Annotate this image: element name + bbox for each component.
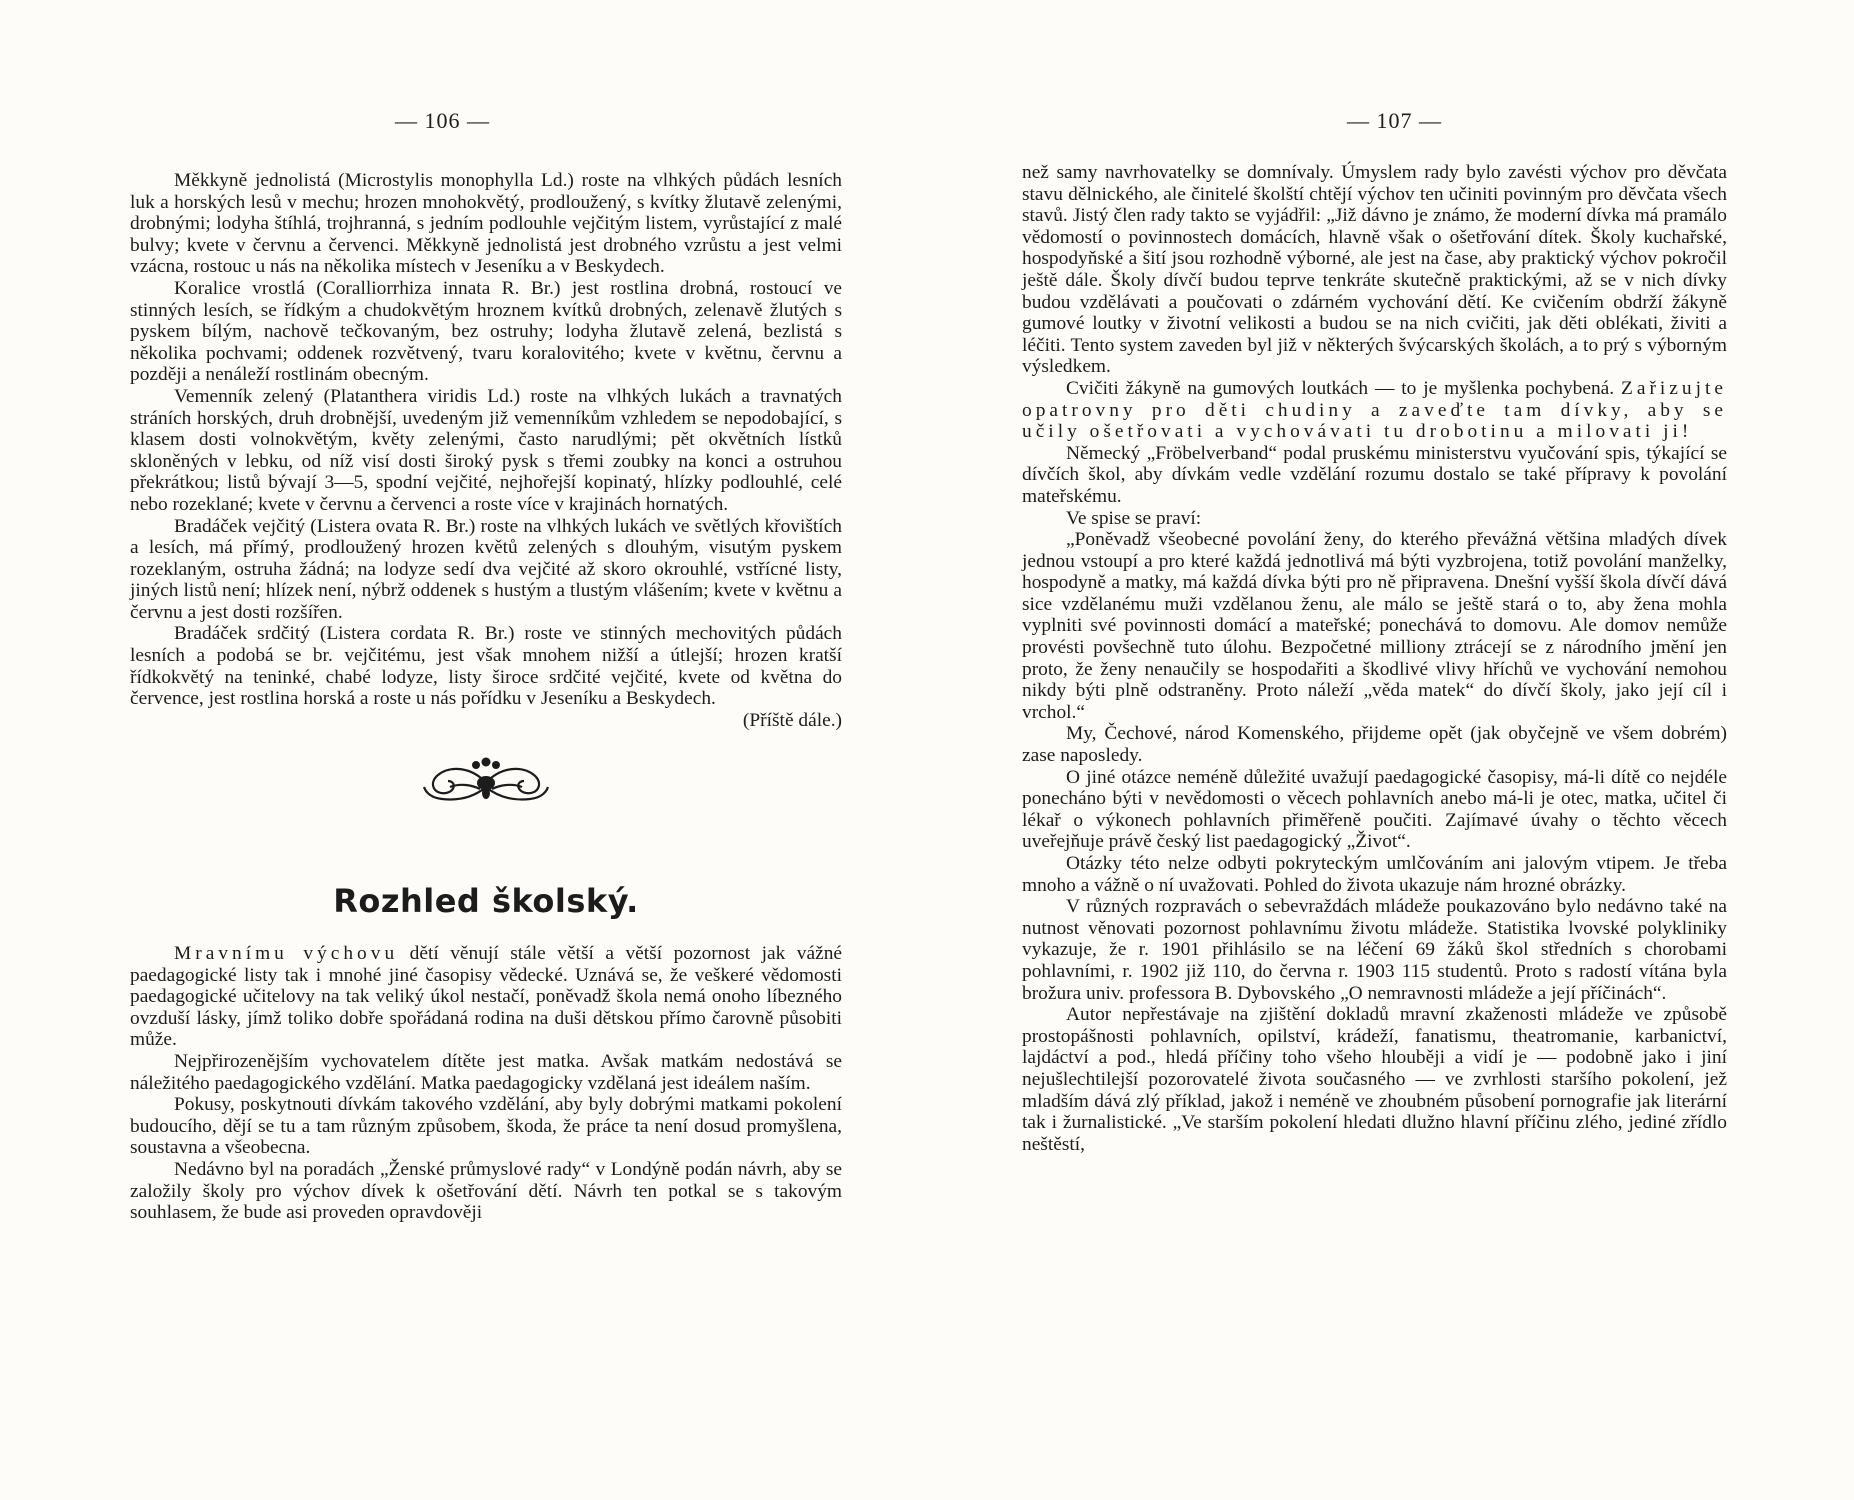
paragraph: Vemenník zelený (Platanthera viridis Ld.) roste na vlhkých lukách a travnatých stráních horských, druh drobnější, uvedeným již vemenníkům vzhledem se nepodobající, s klasem dosti volnokvětým, květy zelenými, často narudlými; pět okvětních lístků skloněných v lebku, od níž visí dosti široký pysk s třemi zoubky na konci a ostruhou překrátkou; listů bývají 3—5, spodní vejčité, nejhořejší kopinatý, hlízky podlouhlé, celé nebo rozeklané; kvete v červnu a červenci a roste více v krajinách hornatých. (130, 385, 842, 515)
ornament-divider (130, 731, 842, 891)
paragraph: Měkkyně jednolistá (Microstylis monophylla Ld.) roste na vlhkých půdách lesních luk a horských lesů v mechu; hrozen mnohokvětý, prodloužený, s kvítky žlutavě zelenými, drobnými; lodyha štíhlá, trojhranná, s jedním podlouhle vejčitým listem, vyrůstající z malé bulvy; kvete v červnu a červenci. Měkkyně jednolistá jest drobného vzrůstu a jest velmi vzácna, rostouc u nás na několika místech v Jeseníku a v Beskydech. (130, 170, 842, 278)
right-page (927, 0, 1854, 1500)
floral-ornament-icon (420, 753, 552, 813)
paragraph: Mravnímu výchovu dětí věnují stále větší a větší pozornost jak vážné paedagogické listy tak i mnohé jiné časopisy vědecké. Uznává se, že veškeré vědomosti paedagogické učitelovy na tak veliký úkol nestačí, poněvadž škola nemá onoho líbezného ovzduší lásky, jímž toliko dobře spořádaná rodina na duši dětskou přímo čarovně působiti může. (130, 943, 842, 1051)
paragraph: Nejpřirozenějším vychovatelem dítěte jest matka. Avšak matkám nedostává se náležitého paedagogického vzdělání. Matka paedagogicky vzdělaná jest ideálem naším. (130, 1051, 842, 1094)
paragraph: V různých rozpravách o sebevraždách mládeže poukazováno bylo nedávno také na nutnost věnovati pozornost pohlavnímu životu mládeže. Statistika lvovské polykliniky vykazuje, že r. 1901 přihlásilo se na léčení 69 žáků škol středních s chorobami pohlavními, r. 1902 již 110, do června r. 1903 115 studentů. Proto s radostí vítána byla brožura univ. professora B. Dybovského „O nemravnosti mládeže a její příčinách“. (1022, 896, 1727, 1004)
paragraph: Bradáček vejčitý (Listera ovata R. Br.) roste na vlhkých lukách ve světlých křovištích a lesích, má přímý, prodloužený hrozen květů zelených s dlouhým, visutým pyskem rozeklaným, ostruha žádná; na lodyze sedí dva vejčité až skoro okrouhlé, vstřícné listy, jiných listů není; hlízek není, nýbrž oddenek s hustým a tlustým vlášením; kvete v květnu a červnu a jest dosti rozšířen. (130, 515, 842, 623)
paragraph: Autor nepřestávaje na zjištění dokladů mravní zkaženosti mládeže ve způsobě prostopášnosti pohlavních, opilství, krádeží, fanatismu, theatromanie, karbanictví, lajdáctví a pod., hledá příčiny toho všeho hlouběji a vidí je — podobně jako i jiní nejušlechtilejší pozorovatelé života současného — ve zvrhlosti staršího pokolení, jež mladším dává zlý příklad, jakož i neméně ve zhoubném působení pornografie jak literární tak i žurnalistické. „Ve starším pokolení hledati dlužno hlavní příčinu zlého, jediné zřídlo neštěstí, (1022, 1004, 1727, 1155)
paragraph: Cvičiti žákyně na gumových loutkách — to je myšlenka pochybená. Zařizujte opatrovny pro děti chudiny a zaveďte tam dívky, aby se učily ošetřovati a vychovávati tu drobotinu a milovati ji! (1022, 377, 1727, 443)
paragraph: „Poněvadž všeobecné povolání ženy, do kterého převážná většina mladých dívek jednou vstoupí a pro které každá jednotlivá má býti vyzbrojena, totiž povolání manželky, hospodyně a matky, má každá dívka býti pro ně připravena. Dnešní vyšší škola dívčí dává sice vzdělanému muži vzdělanou ženu, ale málo se ještě stará o to, aby žena mohla vyplniti své povinnosti domácí a mateřské; ponechává to domovu. Ale domov nemůže provésti povšechně tuto úlohu. Bezpočetné milliony ztrácejí se z národního jmění jen proto, že ženy nenaučily se hospodařiti a škodlivé vlivy hříchů ve vychování nemohou nikdy býti plně odstraněny. Proto náleží „věda matek“ do dívčí školy, jako její cíl i vrchol.“ (1022, 529, 1727, 723)
paragraph: Otázky této nelze odbyti pokryteckým umlčováním ani jalovým vtipem. Je třeba mnoho a vážně o ní uvažovati. Pohled do života ukazuje nám hrozné obrázky. (1022, 853, 1727, 896)
to-be-continued-note: (Příště dále.) (742, 709, 842, 731)
paragraph: Bradáček srdčitý (Listera cordata R. Br.) roste ve stinných mechovitých půdách lesních a podobá se br. vejčitému, jest však mnohem nižší a útlejší; hrozen kratší řídkokvětý na teninké, chabé lodyze, listy široce srdčité vejčité, kvete od května do července, jest rostlina horská a roste u nás pořídku v Jeseníku a Beskydech. (130, 623, 842, 710)
paragraph: O jiné otázce neméně důležité uvažují paedagogické časopisy, má-li dítě co nejdéle ponecháno býti v nevědomosti o věcech pohlavních anebo má-li je otec, matka, učitel či lékař o výkonech pohlavních přiměřeně poučiti. Zajímavé úvahy o těchto věcech uveřejňuje právě český list paedagogický „Život“. (1022, 766, 1727, 853)
spaced-emphasis: Mravnímu výchovu (174, 943, 399, 965)
right-column (1022, 162, 1727, 1155)
paragraph: Koralice vrostlá (Coralliorrhiza innata R. Br.) jest rostlina drobná, rostoucí ve stinných lesích, se řídkým a chudokvětým hroznem kvítků drobných, zelenavě žlutých s pyskem bílým, nachově tečkovaným, bez ostruhy; lodyha žlutavě zelená, bezlistá s několika pochvami; oddenek rozvětvený, tvaru koralovitého; kvete v květnu, červnu a později a nenáleží rostlinám obecným. (130, 277, 842, 386)
paragraph: My, Čechové, národ Komenského, přijdeme opět (jak obyčejně ve všem dobrém) zase naposledy. (1022, 723, 1727, 767)
paragraph: Nedávno byl na poradách „Ženské průmyslové rady“ v Londýně podán návrh, aby se založily školy pro výchov dívek k ošetřování dětí. Návrh ten potkal se s takovým souhlasem, že bude asi proveden opravdověji (130, 1158, 842, 1224)
paragraph: Pokusy, poskytnouti dívkám takového vzdělání, aby byly dobrými matkami pokolení budoucího, dějí se tu a tam různým způsobem, škoda, že práce ta není dosud promyšlena, soustavna a všeobecna. (130, 1094, 842, 1159)
paragraph: Německý „Fröbelverband“ podal pruskému ministerstvu vyučování spis, týkající se dívčích škol, aby dívkám vedle vzdělání rozumu dostalo se také přípravy k povolání mateřskému. (1022, 442, 1727, 507)
spaced-emphasis: Zařizujte opatrovny pro děti chudiny a zaveďte tam dívky, aby se učily ošetřovati a vychovávati tu drobotinu a milovati ji! (1022, 377, 1727, 443)
paragraph: Ve spise se praví: (1066, 507, 1202, 529)
left-column (130, 170, 842, 1224)
paragraph: než samy navrhovatelky se domnívaly. Úmyslem rady bylo zavésti výchov pro děvčata stavu dělnického, ale činitelé školští chtějí výchov ten učiniti povinným pro děvčata všech stavů. Jistý člen rady takto se vyjádřil: „Již dávno je známo, že moderní dívka má pramálo vědomostí o povinnostech domácích, hlavně však o ošetřování dítek. Školy kuchařské, hospodyňské a šití jsou rozhodně výborné, ale jest na čase, aby praktický výchov pokročil ještě dále. Školy dívčí budou teprve tenkráte skutečně praktickými, až se v nich dívky budou vzdělávati a poučovati o zdárném vychování dětí. Ke cvičením obdrží žákyně gumové loutky v životní velikosti a budou se na nich cvičiti, jak děti oblékati, živiti a léčiti. Tento system zaveden byl již v některých švýcarských školách, a to prý s výborným výsledkem. (1022, 162, 1727, 378)
section-heading: Rozhled školský. (333, 882, 639, 921)
page-number: — 106 — (395, 108, 490, 133)
page-number: — 107 — (1347, 108, 1442, 133)
